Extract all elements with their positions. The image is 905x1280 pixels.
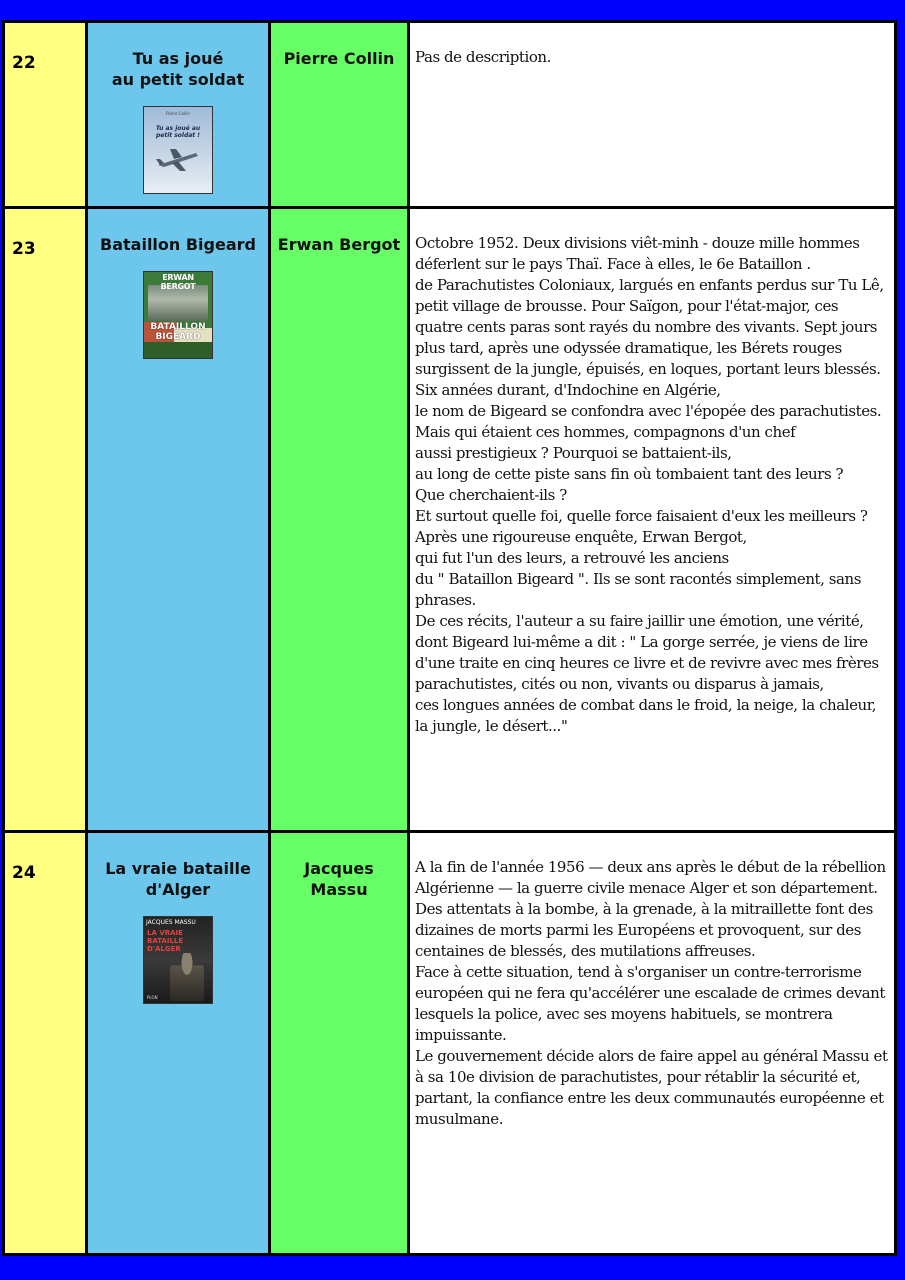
cover-title: Tu as joué au petit soldat ! [155,125,201,139]
book-title: Bataillon Bigeard [100,235,256,254]
book-description: Pas de description. [415,48,551,66]
book-catalog-table [2,20,897,1256]
book-cover-paratroopers-icon [143,271,213,359]
title-cell [87,208,270,832]
description-cell [409,832,896,1255]
book-title: La vraie bataille d'Alger [105,859,251,899]
row-number: 24 [12,863,36,883]
table-row [4,208,896,832]
author-cell [270,22,409,208]
author-cell [270,208,409,832]
number-cell [4,832,87,1255]
cover-title: LA VRAIE BATAILLE D'ALGER [147,929,184,953]
book-description: A la fin de l'année 1956 — deux ans après le début de la rébellion Algérienne — la guerre civile menace Alger et son département. Des attentats à la bombe, à la grenade, à la mitraillette font des dizaines de morts parmi les Européens et provoquent, sur des centaines de blessés, des mutilations affreuses. Face à cette situation, tend à s'organiser un contre-terrorisme européen qui ne fera qu'accélérer une escalade de crimes devant lesquels la police, avec ses moyens habituels, se montrera impuissante. Le gouvernement décide alors de faire appel au général Massu et à sa 10e division de parachutistes, pour rétablir la sécurité et, partant, la confiance entre les deux communautés européenne et musulmane. [415,858,888,1128]
description-cell [409,208,896,832]
number-cell [4,22,87,208]
row-number: 22 [12,53,36,73]
title-cell [87,22,270,208]
number-cell [4,208,87,832]
author-cell [270,832,409,1255]
cover-author: Pierre Collin [166,111,190,116]
airplane-icon [156,147,200,173]
cover-author: ERWAN BERGOT [160,273,196,291]
title-cell [87,832,270,1255]
soldier-figure [170,953,204,1001]
book-author: Pierre Collin [283,49,395,68]
book-author: Erwan Bergot [277,235,401,254]
cover-author: JACQUES MASSU [146,919,196,926]
book-cover-soldier-icon [143,916,213,1004]
table-row [4,832,896,1255]
cover-publisher: PLON [147,995,158,1000]
description-cell [409,22,896,208]
table-row [4,22,896,208]
cover-title: BATAILLON BIGEARD [150,322,206,342]
book-description: Octobre 1952. Deux divisions viêt-minh - douze mille hommes déferlent sur le pays Thaï. Face à elles, le 6e Bataillon . de Parachutistes Coloniaux, largués en enfants perdus sur Tu Lê, petit village de brousse. Pour Saïgon, pour l'état-major, ces quatre cents paras sont rayés du nombre des vivants. Sept jours plus tard, après une odyssée dramatique, les Bérets rouges surgissent de la jungle, épuisés, en loques, portant leurs blessés. Six années durant, d'Indochine en Algérie, le nom de Bigeard se confondra avec l'épopée des parachutistes. Mais qui étaient ces hommes, compagnons d'un chef aussi prestigieux ? Pourquoi se battaient-ils, au long de cette piste sans fin où tombaient tant des leurs ? Que cherchaient-ils ? Et surtout quelle foi, quelle force faisaient d'eux les meilleurs ? Après une rigoureuse enquête, Erwan Bergot, qui fut l'un des leurs, a retrouvé les anciens du " Bataillon Bigeard ". Ils se sont racontés simplement, sans phrases. De ces récits, l'auteur a su faire jaillir une émotion, une vérité, dont Bigeard lui-même a dit : " La gorge serrée, je viens de lire d'une traite en cinq heures ce livre et de revivre avec mes frères parachutistes, cités ou non, vivants ou disparus à jamais, ces longues années de combat dans le froid, la neige, la chaleur, la jungle, le désert..." [415,234,884,735]
book-title: Tu as joué au petit soldat [111,49,245,89]
book-author: Jacques Massu [304,859,374,899]
book-cover-plane-icon [143,106,213,194]
row-number: 23 [12,239,36,259]
